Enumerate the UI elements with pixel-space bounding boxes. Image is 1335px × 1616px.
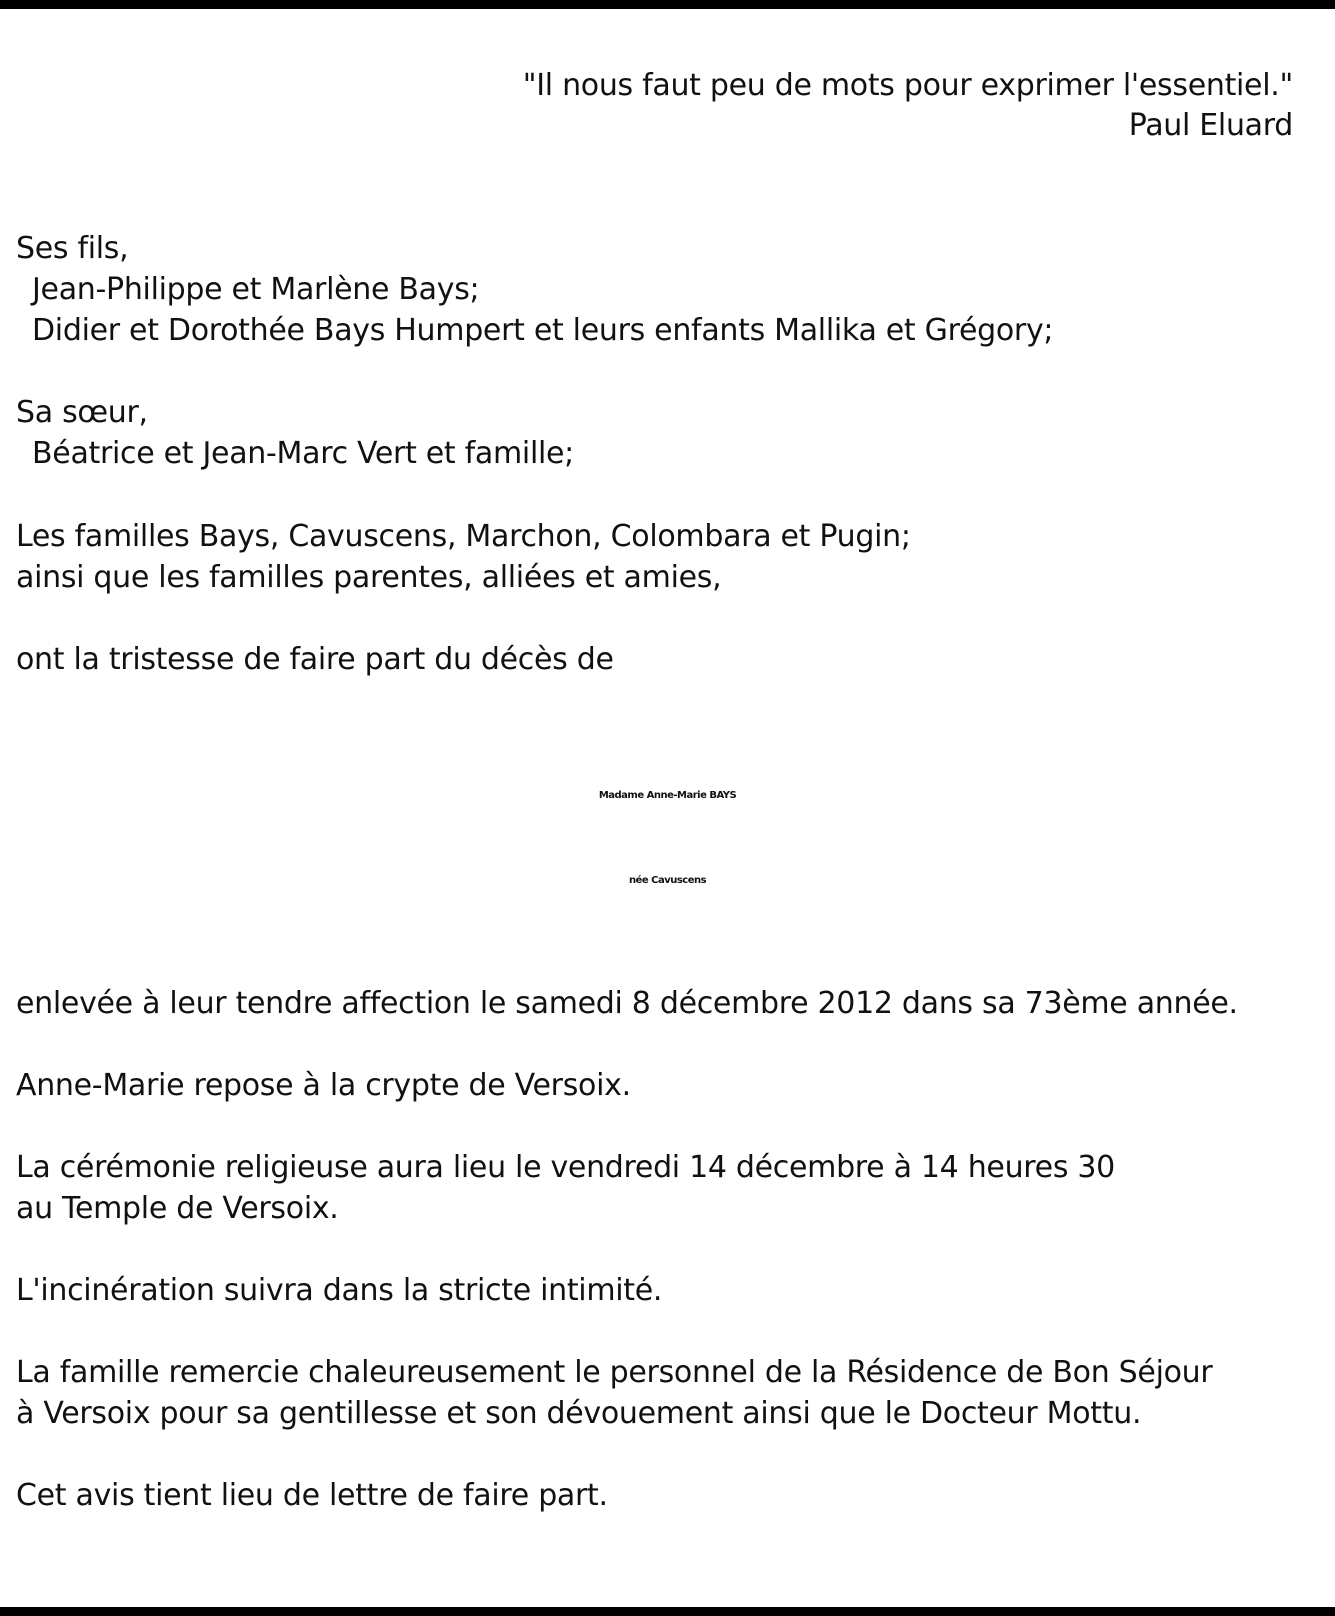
epigraph-author: Paul Eluard bbox=[1128, 108, 1293, 143]
ceremony-line-1: La cérémonie religieuse aura lieu le vendredi 14 décembre à 14 heures 30 bbox=[16, 1150, 1115, 1185]
bottom-border-rule bbox=[0, 1607, 1335, 1616]
cremation-text: L'incinération suivra dans la stricte intimité. bbox=[16, 1273, 663, 1308]
families-line-1: Les familles Bays, Cavuscens, Marchon, Colombara et Pugin; bbox=[16, 519, 911, 554]
sister-entry: Béatrice et Jean-Marc Vert et famille; bbox=[32, 436, 574, 471]
epigraph-quote: "Il nous faut peu de mots pour exprimer l'essentiel." bbox=[522, 68, 1293, 103]
announcement-text: ont la tristesse de faire part du décès de bbox=[16, 642, 614, 677]
rest-text: Anne-Marie repose à la crypte de Versoix. bbox=[16, 1068, 631, 1103]
closing-text: Cet avis tient lieu de lettre de faire part. bbox=[16, 1478, 608, 1513]
deceased-maiden-name: née Cavuscens bbox=[628, 875, 707, 886]
passing-text: enlevée à leur tendre affection le samedi 8 décembre 2012 dans sa 73ème année. bbox=[16, 986, 1238, 1021]
top-border-rule bbox=[0, 0, 1335, 9]
ceremony-line-2: au Temple de Versoix. bbox=[16, 1191, 339, 1226]
son-entry-1: Jean-Philippe et Marlène Bays; bbox=[32, 272, 480, 307]
families-line-2: ainsi que les familles parentes, alliées et amies, bbox=[16, 560, 722, 595]
deceased-name: Madame Anne-Marie BAYS bbox=[598, 790, 737, 801]
thanks-line-1: La famille remercie chaleureusement le personnel de la Résidence de Bon Séjour bbox=[16, 1355, 1213, 1390]
thanks-line-2: à Versoix pour sa gentillesse et son dévouement ainsi que le Docteur Mottu. bbox=[16, 1396, 1142, 1431]
son-entry-2: Didier et Dorothée Bays Humpert et leurs enfants Mallika et Grégory; bbox=[32, 313, 1054, 348]
sister-heading: Sa sœur, bbox=[16, 395, 148, 430]
sons-heading: Ses fils, bbox=[16, 231, 129, 266]
